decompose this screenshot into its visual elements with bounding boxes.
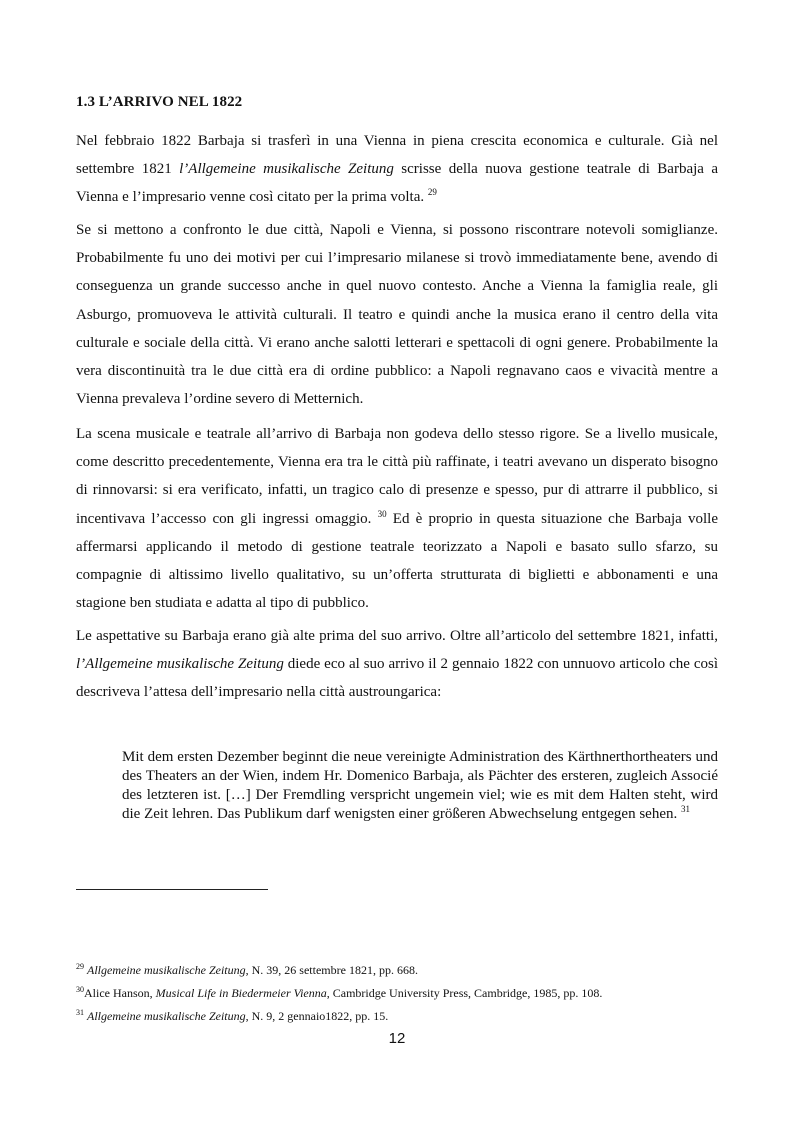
footnote-italic: Allgemeine musikalische Zeitung xyxy=(87,1009,246,1023)
footnote-number: 31 xyxy=(76,1008,84,1017)
paragraph-3 xyxy=(76,420,718,617)
paragraph-2: Se si mettono a confronto le due città, Napoli e Vienna, si possono riscontrare notevoli somiglianze. Probabilmente fu uno dei motivi per cui l’impresario milanese si trovò immediatamente bene, avendo di conseguenza un grande successo anche in quel nuovo contesto. Anche a Vienna la famiglia reale, gli Asburgo, promuoveva le attività culturali. Il teatro e quindi anche la musica erano il centro della vita culturale e sociale della città. Vi erano anche salotti letterari e spettacoli di ogni genere. Probabilmente la vera discontinuità tra le due città era di ordine pubblico: a Napoli regnavano caos e vivacità mentre a Vienna prevaleva l’ordine severo di Metternich. xyxy=(76,222,718,408)
footnote-31 xyxy=(76,1008,388,1024)
footnote-29 xyxy=(76,962,418,978)
footnote-ref-29[interactable]: 29 xyxy=(427,187,437,198)
footnote-number: 30 xyxy=(76,985,84,994)
paragraph-1-text-b: scrisse della nuova gestione teatrale di Barbaja a Vienna e l’impresario venne così citato per la prima volta. xyxy=(76,161,719,206)
block-quote xyxy=(122,748,718,824)
footnote-ref-31[interactable]: 31 xyxy=(681,804,690,814)
footnote-rest: , Cambridge University Press, Cambridge, 1985, pp. 108. xyxy=(326,986,603,1000)
paragraph-1 xyxy=(76,127,718,212)
footnote-number: 29 xyxy=(76,962,84,971)
footnote-separator xyxy=(76,889,268,890)
footnote-italic: Allgemeine musikalische Zeitung xyxy=(87,963,246,977)
block-quote-text: Mit dem ersten Dezember beginnt die neue vereinigte Administration des Kärthnerthortheaters und des Theaters an der Wien, indem Hr. Domenico Barbaja, als Pächter des ersteren, zugleich Associé des letzteren ist. […] Der Fremdling verspricht ungemein viel; wie es mit dem Halten steht, wird die Zeit lehren. Das Publikum darf wenigsten einer größeren Abwechselung entgegen sehen. xyxy=(122,749,718,822)
paragraph-1-italic: l’Allgemeine musikalische Zeitung xyxy=(179,161,394,178)
section-heading: 1.3 L’ARRIVO NEL 1822 xyxy=(76,94,243,110)
paragraph-4 xyxy=(76,622,718,707)
footnote-ref-30[interactable]: 30 xyxy=(377,508,387,519)
page-number: 12 xyxy=(388,1030,406,1047)
footnote-pre: Alice Hanson, xyxy=(84,986,156,1000)
footnote-30 xyxy=(76,985,602,1001)
paragraph-4-italic: l’Allgemeine musikalische Zeitung xyxy=(76,656,284,673)
paragraph-4-text-b: diede eco al suo arrivo il 2 gennaio 1822 con unnuovo articolo che così descriveva l’attesa dell’impresario nella città austroungarica: xyxy=(76,656,718,701)
paragraph-3-text-a: La scena musicale e teatrale all’arrivo di Barbaja non godeva dello stesso rigore. Se a livello musicale, come descritto precedentemente, Vienna era tra le città più raffinate, i teatri avevano un disperato bisogno di rinnovarsi: si era verificato, infatti, un tragico calo di presenze e spesso, pur di attrarre il pubblico, si incentivava l’accesso con gli ingressi omaggio. xyxy=(76,426,718,527)
footnote-rest: , N. 39, 26 settembre 1821, pp. 668. xyxy=(245,963,418,977)
paragraph-3-text-b: Ed è proprio in questa situazione che Barbaja volle affermarsi applicando il metodo di gestione teatrale teorizzato a Napoli e basato sullo sfarzo, su compagnie di altissimo livello qualitativo, su un’offerta strutturata di biglietti e abbonamenti e una stagione ben studiata e adatta al tipo di pubblico. xyxy=(76,510,718,612)
paragraph-1-text-a: Nel febbraio 1822 Barbaja si trasferì in una Vienna in piena crescita economica e culturale. Già nel settembre 1821 xyxy=(76,133,718,178)
footnote-rest: , N. 9, 2 gennaio1822, pp. 15. xyxy=(245,1009,389,1023)
paragraph-4-text-a: Le aspettative su Barbaja erano già alte prima del suo arrivo. Oltre all’articolo del settembre 1821, infatti, xyxy=(76,628,718,644)
footnote-italic: Musical Life in Biedermeier Vienna xyxy=(155,986,327,1000)
